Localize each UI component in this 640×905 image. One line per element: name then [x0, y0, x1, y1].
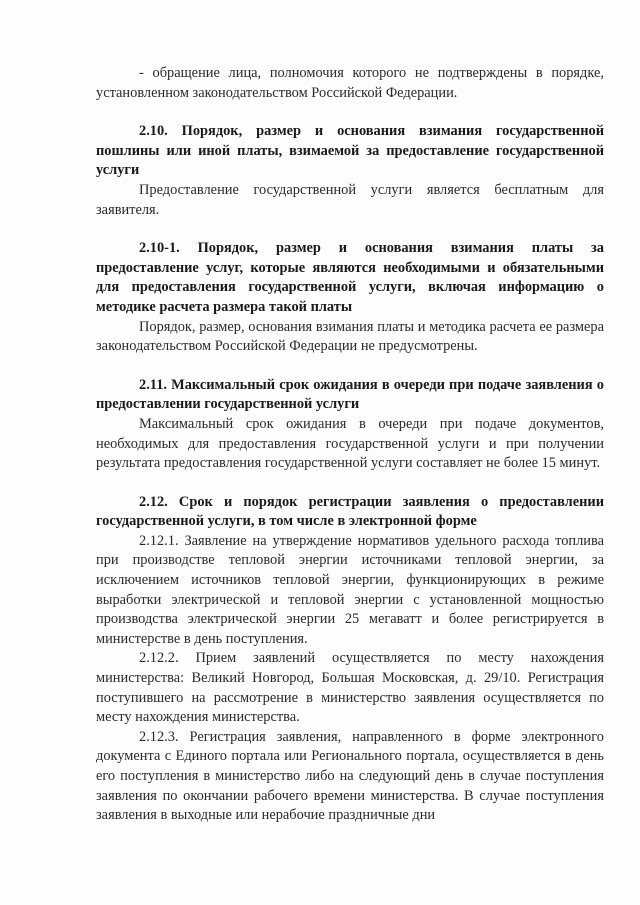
- heading-2-10-1: 2.10-1. Порядок, размер и основания взимания платы за предоставление услуг, которые являются необходимыми и обязательными для предоставления государственной услуги, включая информацию о методике расчета размера такой платы: [96, 240, 604, 315]
- spacer: [96, 357, 604, 376]
- paragraph-2-12-3: 2.12.3. Регистрация заявления, направленного в форме электронного документа с Единого портала или Регионального портала, осуществляется в день его поступления в министерство либо на следующий день в случае поступления заявления по окончании рабочего времени министерства. В случае поступления заявления в выходные или нерабочие праздничные дни: [96, 728, 604, 824]
- document-body: [96, 64, 604, 826]
- paragraph-queue-time: Максимальный срок ожидания в очереди при подаче документов, необходимых для предоставления государственной услуги и при получении результата предоставления государственной услуги составляет не более 15 минут.: [96, 415, 604, 472]
- spacer: [96, 103, 604, 122]
- paragraph-2-12-2: 2.12.2. Прием заявлений осуществляется по месту нахождения министерства: Великий Новгород, Большая Московская, д. 29/10. Регистрация поступившего на рассмотрение в министерство заявления осуществляется по месту нахождения министерства.: [96, 650, 604, 726]
- spacer: [96, 220, 604, 239]
- spacer: [96, 474, 604, 493]
- heading-2-10: 2.10. Порядок, размер и основания взимания государственной пошлины или иной платы, взимаемой за предоставление государственной услуги: [96, 123, 604, 179]
- paragraph-unconfirmed-authority: - обращение лица, полномочия которого не подтверждены в порядке, установленном законодательством Российской Федерации.: [96, 65, 604, 101]
- paragraph-fee-not-provided: Порядок, размер, основания взимания платы и методика расчета ее размера законодательством Российской Федерации не предусмотрены.: [96, 318, 604, 355]
- paragraph-2-12-1: 2.12.1. Заявление на утверждение нормативов удельного расхода топлива при производстве тепловой энергии источниками тепловой энергии, за исключением источников тепловой энергии, функционирующих в режиме выработки электрической и тепловой энергии с установленной мощностью производства электрической энергии 25 мегаватт и более регистрируется в министерстве в день поступления.: [96, 532, 604, 647]
- heading-2-11: 2.11. Максимальный срок ожидания в очереди при подаче заявления о предоставлении государственной услуги: [96, 376, 604, 413]
- paragraph-free-of-charge: Предоставление государственной услуги является бесплатным для заявителя.: [96, 181, 604, 218]
- heading-2-12: 2.12. Срок и порядок регистрации заявления о предоставлении государственной услуги, в том числе в электронной форме: [96, 493, 604, 530]
